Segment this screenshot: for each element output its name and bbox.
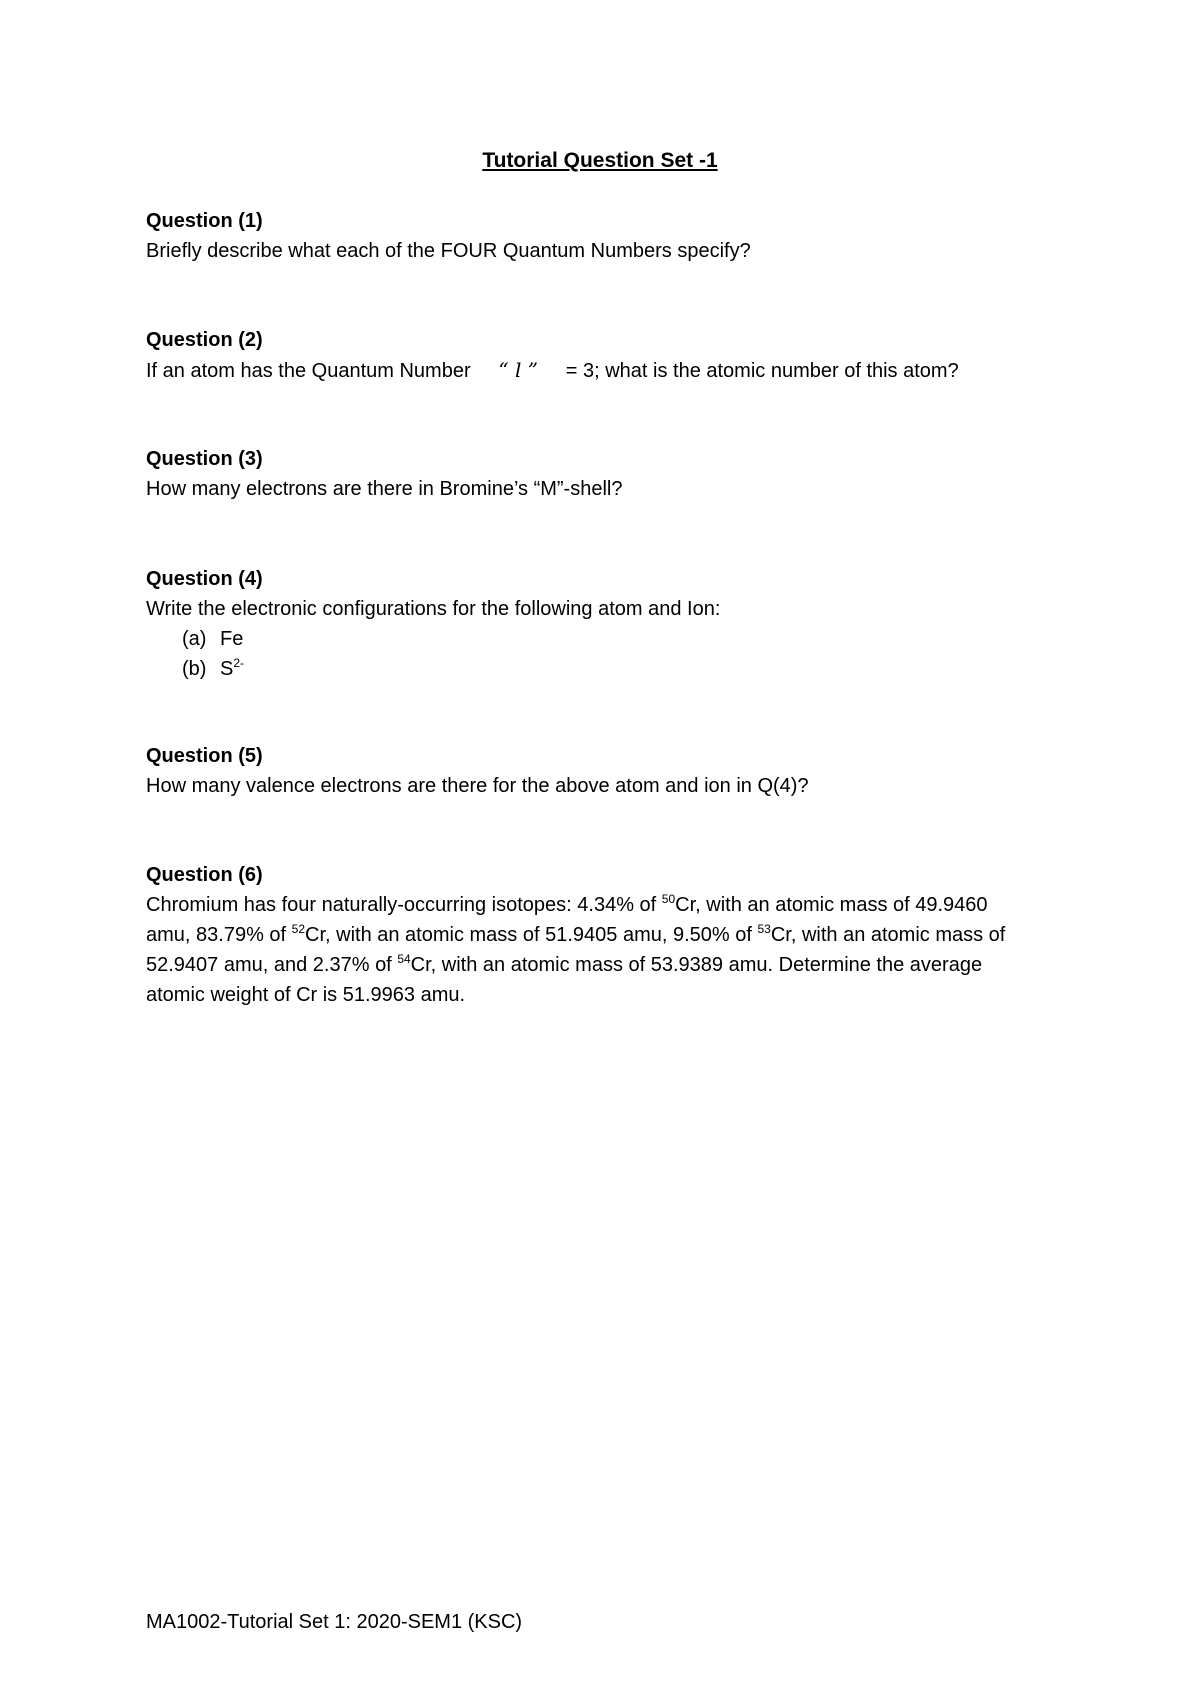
question-1 — [146, 206, 1046, 266]
question-5-text: How many valence electrons are there for the above atom and ion in Q(4)? — [146, 775, 809, 797]
question-6-heading: Question (6) — [146, 864, 263, 886]
list-item-label: (b) — [182, 658, 207, 680]
mass-number: 54 — [397, 952, 411, 966]
question-5-heading: Question (5) — [146, 745, 263, 767]
question-1-heading: Question (1) — [146, 210, 263, 232]
list-item — [146, 624, 1046, 654]
mass-number: 50 — [661, 892, 676, 906]
quantum-number-symbol: “ l ” — [498, 358, 538, 382]
question-6-text-part: Cr, with an atomic mass of 51.9405 amu, 9.50% of — [305, 924, 758, 946]
question-4-text: Write the electronic configurations for the following atom and Ion: — [146, 598, 721, 620]
page-footer: MA1002-Tutorial Set 1: 2020-SEM1 (KSC) — [146, 1611, 523, 1633]
list-item-text: Fe — [220, 628, 244, 650]
page-title: Tutorial Question Set -1 — [482, 149, 718, 172]
question-3-text: How many electrons are there in Bromine’s “M”-shell? — [146, 478, 623, 500]
question-6-text-part: Cr, with an atomic mass of 52.9407 amu, and 2.37% of — [146, 924, 1006, 976]
question-6 — [146, 860, 1036, 1010]
question-1-text: Briefly describe what each of the FOUR Quantum Numbers specify? — [146, 240, 751, 262]
question-2-heading: Question (2) — [146, 329, 263, 351]
question-6-text-part: Cr, with an atomic mass of 49.9460 amu, 83.79% of — [146, 894, 988, 946]
question-4-list — [146, 624, 1046, 684]
question-2-text — [146, 355, 1046, 386]
question-2 — [146, 325, 1046, 386]
mass-number: 53 — [757, 922, 771, 936]
question-2-text-before: If an atom has the Quantum Number — [146, 360, 471, 382]
question-2-text-after: = 3; what is the atomic number of this atom? — [565, 360, 959, 382]
question-6-text — [146, 890, 1036, 1010]
question-6-text-part: Cr, with an atomic mass of 53.9389 amu. Determine the average atomic weight of Cr is 51.9963 amu. — [146, 954, 983, 1006]
ion-charge: 2- — [233, 656, 245, 670]
question-4 — [146, 564, 1046, 684]
question-4-heading: Question (4) — [146, 568, 263, 590]
question-5 — [146, 741, 1046, 801]
list-item-label: (a) — [182, 628, 207, 650]
mass-number: 52 — [291, 922, 306, 936]
question-3-heading: Question (3) — [146, 448, 263, 470]
list-item-text: S — [220, 658, 234, 680]
list-item — [146, 654, 1046, 684]
question-3 — [146, 444, 1046, 504]
question-6-text-part: Chromium has four naturally-occurring isotopes: 4.34% of — [146, 894, 662, 916]
